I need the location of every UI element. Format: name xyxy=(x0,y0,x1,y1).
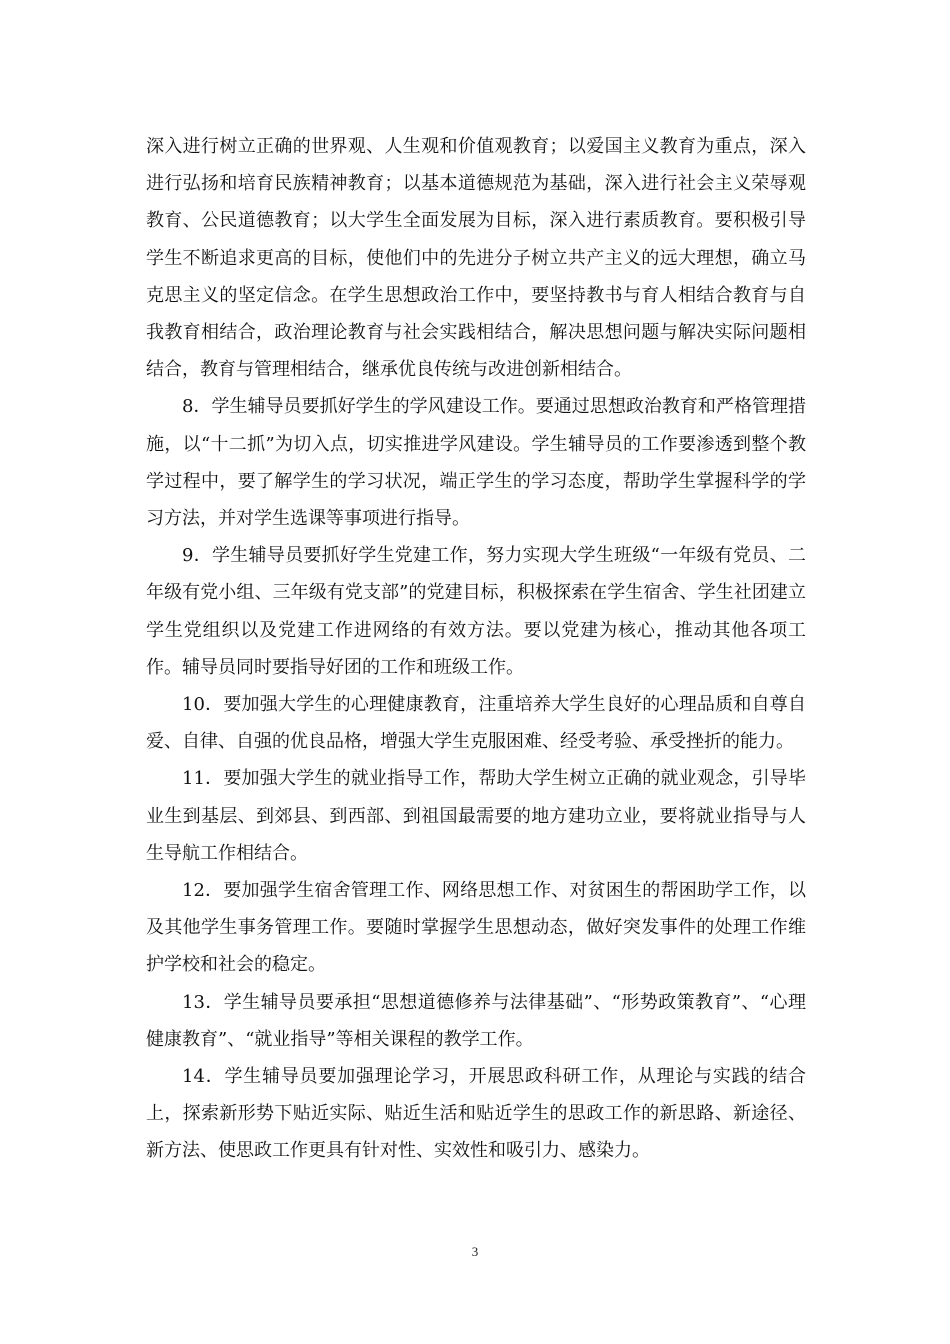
page-number: 3 xyxy=(471,1244,479,1259)
paragraph-continuation: 深入进行树立正确的世界观、人生观和价值观教育；以爱国主义教育为重点，深入进行弘扬和培育民族精神教育；以基本道德规范为基础，深入进行社会主义荣辱观教育、公民道德教育；以大学生全面发展为目标，深入进行素质教育。要积极引导学生不断追求更高的目标，使他们中的先进分子树立共产主义的远大理想，确立马克思主义的坚定信念。在学生思想政治工作中，要坚持教书与育人相结合教育与自我教育相结合，政治理论教育与社会实践相结合，解决思想问题与解决实际问题相结合，教育与管理相结合，继承优良传统与改进创新相结合。 xyxy=(146,136,806,381)
paragraph-item-10: 10．要加强大学生的心理健康教育，注重培养大学生良好的心理品质和自尊自爱、自律、自强的优良品格，增强大学生克服困难、经受考验、承受挫折的能力。 xyxy=(146,694,806,753)
paragraph-item-12: 12．要加强学生宿舍管理工作、网络思想工作、对贫困生的帮困助学工作，以及其他学生事务管理工作。要随时掌握学生思想动态，做好突发事件的处理工作维护学校和社会的稳定。 xyxy=(146,880,806,976)
paragraph-item-13: 13．学生辅导员要承担“思想道德修养与法律基础”、“形势政策教育”、“心理健康教育”、“就业指导”等相关课程的教学工作。 xyxy=(146,991,806,1050)
document-body xyxy=(146,128,806,1170)
paragraph-item-14: 14．学生辅导员要加强理论学习，开展思政科研工作，从理论与实践的结合上，探索新形势下贴近实际、贴近生活和贴近学生的思政工作的新思路、新途径、新方法、使思政工作更具有针对性、实效性和吸引力、感染力。 xyxy=(146,1066,806,1162)
paragraph-item-9: 9．学生辅导员要抓好学生党建工作，努力实现大学生班级“一年级有党员、二年级有党小组、三年级有党支部”的党建目标，积极探索在学生宿舍、学生社团建立学生党组织以及党建工作进网络的有效方法。要以党建为核心，推动其他各项工作。辅导员同时要指导好团的工作和班级工作。 xyxy=(146,545,806,678)
paragraph-item-11: 11．要加强大学生的就业指导工作，帮助大学生树立正确的就业观念，引导毕业生到基层、到郊县、到西部、到祖国最需要的地方建功立业，要将就业指导与人生导航工作相结合。 xyxy=(146,768,806,864)
paragraph-item-8: 8．学生辅导员要抓好学生的学风建设工作。要通过思想政治教育和严格管理措施，以“十二抓”为切入点，切实推进学风建设。学生辅导员的工作要渗透到整个教学过程中，要了解学生的学习状况，端正学生的学习态度，帮助学生掌握科学的学习方法，并对学生选课等事项进行指导。 xyxy=(146,396,806,530)
